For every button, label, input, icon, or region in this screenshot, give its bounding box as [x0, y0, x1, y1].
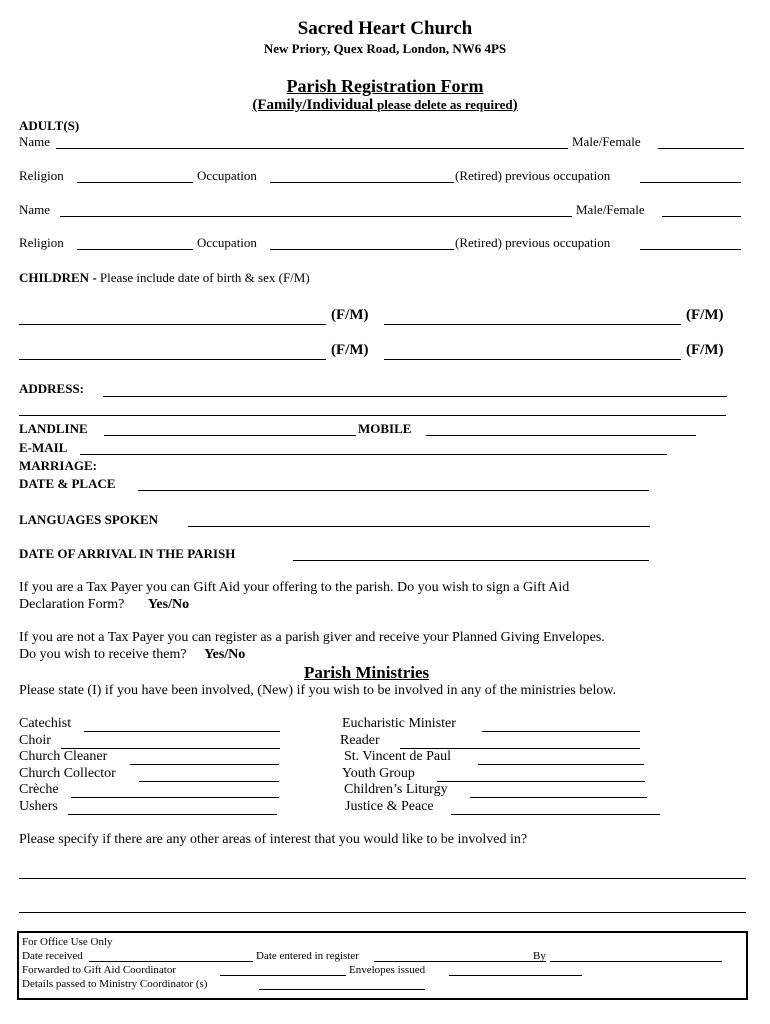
- office-date-entered-field[interactable]: [374, 961, 546, 962]
- office-date-entered-label: Date entered in register: [256, 950, 359, 962]
- adult1-sex-field[interactable]: [658, 148, 744, 149]
- mobile-label: MOBILE: [358, 421, 412, 436]
- ministry-creche-field[interactable]: [71, 797, 279, 798]
- ministry-ushers-field[interactable]: [68, 814, 277, 815]
- children-dash: -: [92, 270, 97, 285]
- landline-field[interactable]: [104, 435, 356, 436]
- ministry-catechist-label: Catechist: [19, 716, 72, 731]
- ministry-creche-label: Crèche: [19, 782, 59, 797]
- address-field-1[interactable]: [103, 396, 727, 397]
- child1-field[interactable]: [19, 324, 326, 325]
- planned-giving-text-1: If you are not a Tax Payer you can register as a parish giver and receive your Planned Giving Envelopes.: [19, 630, 605, 645]
- adult1-name-field[interactable]: [56, 148, 568, 149]
- office-heading: For Office Use Only: [22, 936, 113, 948]
- ministry-svdp-field[interactable]: [478, 764, 644, 765]
- other-interests-field-1[interactable]: [19, 878, 746, 879]
- ministry-eucharistic-minister-field[interactable]: [482, 731, 640, 732]
- email-label: E-MAIL: [19, 440, 68, 455]
- office-use-box: [17, 931, 748, 1000]
- office-envelopes-label: Envelopes issued: [349, 964, 426, 976]
- address-label: ADDRESS:: [19, 381, 85, 396]
- arrival-label: DATE OF ARRIVAL IN THE PARISH: [19, 546, 236, 561]
- adult1-religion-label: Religion: [19, 168, 64, 183]
- address-field-2[interactable]: [19, 415, 726, 416]
- ministry-reader-label: Reader: [340, 733, 380, 748]
- adult2-occupation-label: Occupation: [197, 235, 257, 250]
- adult2-religion-field[interactable]: [77, 249, 193, 250]
- date-place-label: DATE & PLACE: [19, 476, 116, 491]
- gift-aid-text-1: If you are a Tax Payer you can Gift Aid your offering to the parish. Do you wish to sign a Gift Aid: [19, 580, 570, 595]
- planned-giving-question: Do you wish to receive them?: [19, 647, 187, 662]
- other-interests-field-2[interactable]: [19, 912, 746, 913]
- form-title: Parish Registration Form: [286, 76, 484, 96]
- child2-field[interactable]: [384, 324, 681, 325]
- ministry-church-collector-label: Church Collector: [19, 766, 116, 781]
- ministry-youth-group-field[interactable]: [437, 781, 645, 782]
- office-details-field[interactable]: [259, 989, 425, 990]
- gift-aid-answer[interactable]: Yes/No: [147, 597, 190, 612]
- ministry-church-cleaner-label: Church Cleaner: [19, 749, 108, 764]
- adult1-sex-label: Male/Female: [572, 134, 641, 149]
- ministry-childrens-liturgy-label: Children’s Liturgy: [344, 782, 448, 797]
- office-forwarded-field[interactable]: [220, 975, 346, 976]
- adult2-sex-field[interactable]: [662, 216, 741, 217]
- planned-giving-answer[interactable]: Yes/No: [204, 647, 246, 662]
- adult2-name-field[interactable]: [60, 216, 572, 217]
- languages-label: LANGUAGES SPOKEN: [19, 512, 159, 527]
- adult1-occupation-label: Occupation: [197, 168, 257, 183]
- landline-label: LANDLINE: [19, 421, 88, 436]
- adults-section-label: ADULT(S): [19, 118, 80, 133]
- office-by-field[interactable]: [550, 961, 722, 962]
- date-place-field[interactable]: [138, 490, 649, 491]
- child4-field[interactable]: [384, 359, 681, 360]
- languages-field[interactable]: [188, 526, 650, 527]
- gift-aid-text-2: [19, 597, 189, 613]
- office-details-label: Details passed to Ministry Coordinator (s): [22, 978, 208, 990]
- ministry-justice-peace-field[interactable]: [451, 814, 660, 815]
- ministry-catechist-field[interactable]: [84, 731, 280, 732]
- adult2-occupation-field[interactable]: [270, 249, 454, 250]
- child3-field[interactable]: [19, 359, 326, 360]
- child4-sex-marker: (F/M): [686, 342, 724, 358]
- arrival-field[interactable]: [293, 560, 649, 561]
- subtitle-note: please delete as required: [376, 97, 513, 112]
- children-instruction: Please include date of birth & sex (F/M): [99, 270, 310, 285]
- email-field[interactable]: [80, 454, 667, 455]
- planned-giving-text-2: [19, 647, 245, 663]
- ministry-ushers-label: Ushers: [19, 799, 58, 814]
- adult2-prev-occupation-label: (Retired) previous occupation: [455, 235, 611, 250]
- adult2-name-label: Name: [19, 202, 51, 217]
- adult2-sex-label: Male/Female: [576, 202, 645, 217]
- gift-aid-question: Declaration Form?: [19, 597, 125, 612]
- office-date-received-label: Date received: [22, 950, 83, 962]
- church-address: New Priory, Quex Road, London, NW6 4PS: [263, 41, 507, 56]
- ministry-eucharistic-minister-label: Eucharistic Minister: [342, 716, 456, 731]
- adult1-occupation-field[interactable]: [270, 182, 454, 183]
- ministries-instruction: Please state (I) if you have been involved, (New) if you wish to be involved in any of the ministries below.: [19, 683, 617, 698]
- children-heading: [19, 270, 310, 286]
- subtitle-close: ): [512, 97, 518, 113]
- ministry-church-cleaner-field[interactable]: [130, 764, 279, 765]
- marriage-label: MARRIAGE:: [19, 458, 97, 473]
- ministries-title: Parish Ministries: [304, 663, 430, 682]
- other-interests-question: Please specify if there are any other areas of interest that you would like to be involved in?: [19, 832, 528, 847]
- ministry-choir-label: Choir: [19, 733, 51, 748]
- office-by-label: By: [533, 950, 546, 962]
- adult1-religion-field[interactable]: [77, 182, 193, 183]
- adult2-prev-occupation-field[interactable]: [640, 249, 741, 250]
- adult2-religion-label: Religion: [19, 235, 64, 250]
- ministry-justice-peace-label: Justice & Peace: [345, 799, 434, 814]
- office-envelopes-field[interactable]: [449, 975, 582, 976]
- adult1-prev-occupation-label: (Retired) previous occupation: [455, 168, 611, 183]
- ministry-svdp-label: St. Vincent de Paul: [344, 749, 452, 764]
- church-name: Sacred Heart Church: [297, 18, 473, 39]
- mobile-field[interactable]: [426, 435, 696, 436]
- ministry-childrens-liturgy-field[interactable]: [470, 797, 647, 798]
- adult1-prev-occupation-field[interactable]: [640, 182, 741, 183]
- child2-sex-marker: (F/M): [686, 307, 724, 323]
- adult1-name-label: Name: [19, 134, 51, 149]
- office-forwarded-label: Forwarded to Gift Aid Coordinator: [22, 964, 176, 976]
- subtitle-main: (Family/Individual: [252, 97, 374, 113]
- form-subtitle: [0, 97, 770, 114]
- child3-sex-marker: (F/M): [331, 342, 369, 358]
- ministry-church-collector-field[interactable]: [139, 781, 279, 782]
- office-date-received-field[interactable]: [89, 961, 253, 962]
- ministry-youth-group-label: Youth Group: [342, 766, 415, 781]
- child1-sex-marker: (F/M): [331, 307, 369, 323]
- children-section-label: CHILDREN: [19, 270, 90, 285]
